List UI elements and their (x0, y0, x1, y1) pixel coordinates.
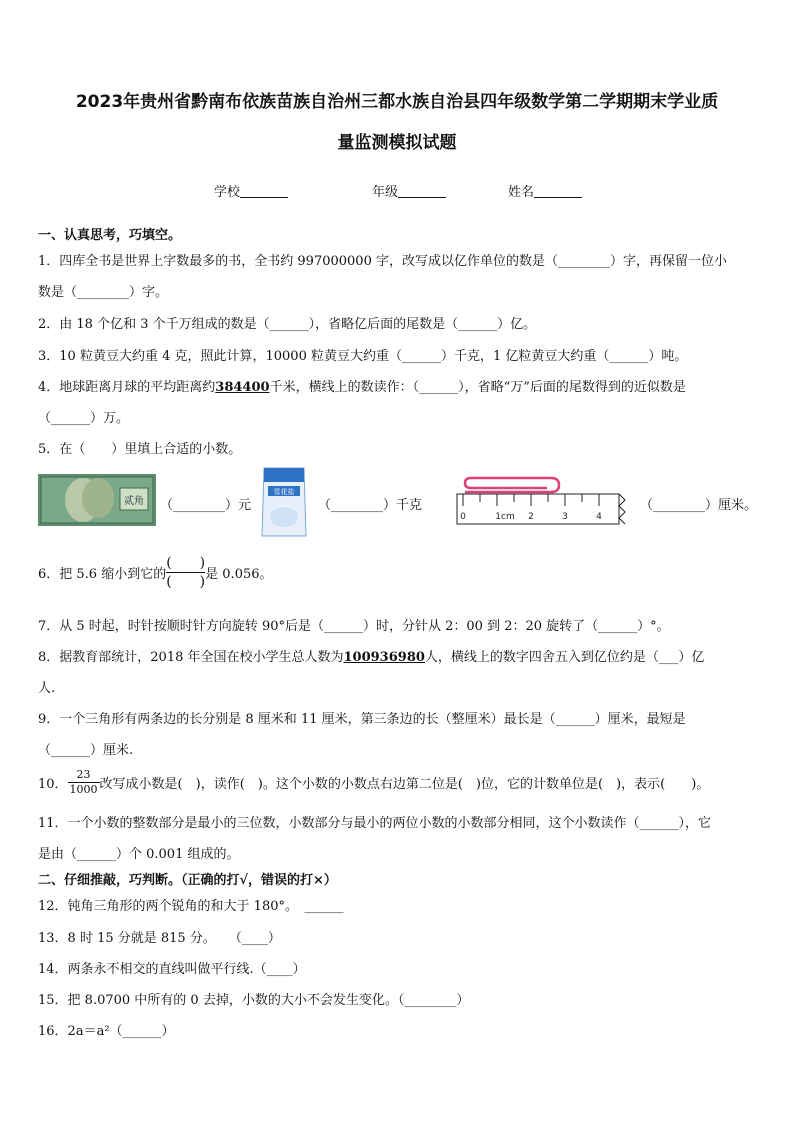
question-2: 2．由 18 个亿和 3 个千万组成的数是（______），省略亿后面的尾数是（______）亿。 (38, 317, 537, 332)
q10-numerator: 23 (68, 768, 100, 783)
question-16: 16．2a＝a²（______） (38, 1024, 175, 1039)
grade-field (372, 181, 446, 200)
question-14: 14．两条永不相交的直线叫做平行线.（____） (38, 962, 306, 977)
ruler-with-paperclip-image (455, 472, 627, 528)
question-1-line-1: 1．四库全书是世界上字数最多的书，全书约 997000000 字，改写成以亿作单位的数是（________）字，再保留一位小 (38, 254, 727, 269)
q4-number: 384400 (215, 380, 270, 395)
q6-prefix: 6．把 5.6 缩小到它的 (38, 567, 167, 582)
ruler-blank: （________）厘米。 (640, 498, 758, 513)
q4-suffix: 千米，横线上的数读作：（______），省略“万”后面的尾数得到的近似数是 (269, 380, 686, 395)
ruler-tick-1cm: 1cm (495, 512, 515, 522)
q10-prefix: 10． (38, 777, 68, 792)
name-field (508, 181, 582, 200)
question-9-line-2: （______）厘米. (38, 743, 134, 758)
question-9-line-1: 9．一个三角形有两条边的长分别是 8 厘米和 11 厘米，第三条边的长（整厘米）最长是（______）厘米，最短是 (38, 712, 686, 727)
section-2-heading: 二、仔细推敲，巧判断。（正确的打√，错误的打×） (38, 873, 337, 888)
question-1-line-2: 数是（________）字。 (38, 285, 169, 300)
banknote-image (38, 474, 156, 526)
q10-suffix: 改写成小数是( )，读作( )。这个小数的小数点右边第二位是( )位，它的计数单位是( )，表示( )。 (99, 777, 710, 792)
question-8-line-1 (38, 646, 704, 665)
banknote-text: 贰角 (124, 496, 144, 507)
q10-fraction (68, 768, 100, 797)
question-13: 13．8 时 15 分就是 815 分。 （____） (38, 931, 281, 946)
question-11-line-1: 11．一个小数的整数部分是最小的三位数，小数部分与最小的两位小数的小数部分相同，这个小数读作（______），它 (38, 816, 712, 831)
salt-blank: （________）千克 (318, 498, 423, 513)
school-field (214, 181, 288, 200)
school-blank[interactable] (240, 184, 288, 198)
q6-denominator: ( ) (166, 574, 206, 590)
name-label: 姓名 (508, 185, 535, 200)
school-label: 学校 (214, 185, 241, 200)
q8-prefix: 8．据教育部统计，2018 年全国在校小学生总人数为 (38, 650, 344, 665)
question-11-line-2: 是由（______）个 0.001 组成的。 (38, 847, 240, 862)
salt-label: 雪花盐 (273, 488, 295, 496)
grade-blank[interactable] (398, 184, 446, 198)
title-line-1: 2023年贵州省黔南布依族苗族自治州三都水族自治县四年级数学第二学期期末学业质 (75, 92, 719, 112)
q4-prefix: 4．地球距离月球的平均距离约 (38, 380, 216, 395)
question-15: 15．把 8.0700 中所有的 0 去掉，小数的大小不会发生变化。（________） (38, 993, 470, 1008)
ruler-tick-4: 4 (596, 512, 602, 522)
q8-suffix: 人，横线上的数字四舍五入到亿位约是（___）亿 (424, 650, 705, 665)
question-3: 3．10 粒黄豆大约重 4 克，照此计算，10000 粒黄豆大约重（______）千克，1 亿粒黄豆大约重（______）吨。 (38, 349, 688, 364)
name-blank[interactable] (534, 184, 582, 198)
question-10 (38, 768, 709, 797)
grade-label: 年级 (372, 185, 399, 200)
question-12: 12．钝角三角形的两个锐角的和大于 180°。 ______ (38, 899, 344, 914)
q10-denominator: 1000 (69, 783, 98, 796)
question-4-line-2: （______）万。 (38, 411, 130, 426)
question-8-line-2: 人. (38, 681, 56, 696)
question-6 (38, 554, 273, 591)
money-blank: （________）元 (160, 498, 252, 513)
ruler-tick-0: 0 (460, 512, 466, 522)
question-7: 7．从 5 时起，时针按顺时针方向旋转 90°后是（______）时，分针从 2：00 到 2：20 旋转了（______）°。 (38, 619, 670, 634)
question-4-line-1 (38, 376, 686, 395)
q6-fraction (166, 554, 205, 591)
section-1-heading: 一、认真思考，巧填空。 (38, 228, 182, 243)
ruler-tick-2: 2 (528, 512, 534, 522)
ruler-tick-3: 3 (562, 512, 568, 522)
q6-numerator: ( ) (166, 555, 206, 571)
question-5: 5．在（ ）里填上合适的小数。 (38, 442, 242, 457)
q8-number: 100936980 (343, 650, 425, 665)
q6-suffix: 是 0.056。 (205, 567, 273, 582)
title-line-2: 量监测模拟试题 (337, 133, 457, 153)
salt-bag-image (258, 462, 310, 540)
